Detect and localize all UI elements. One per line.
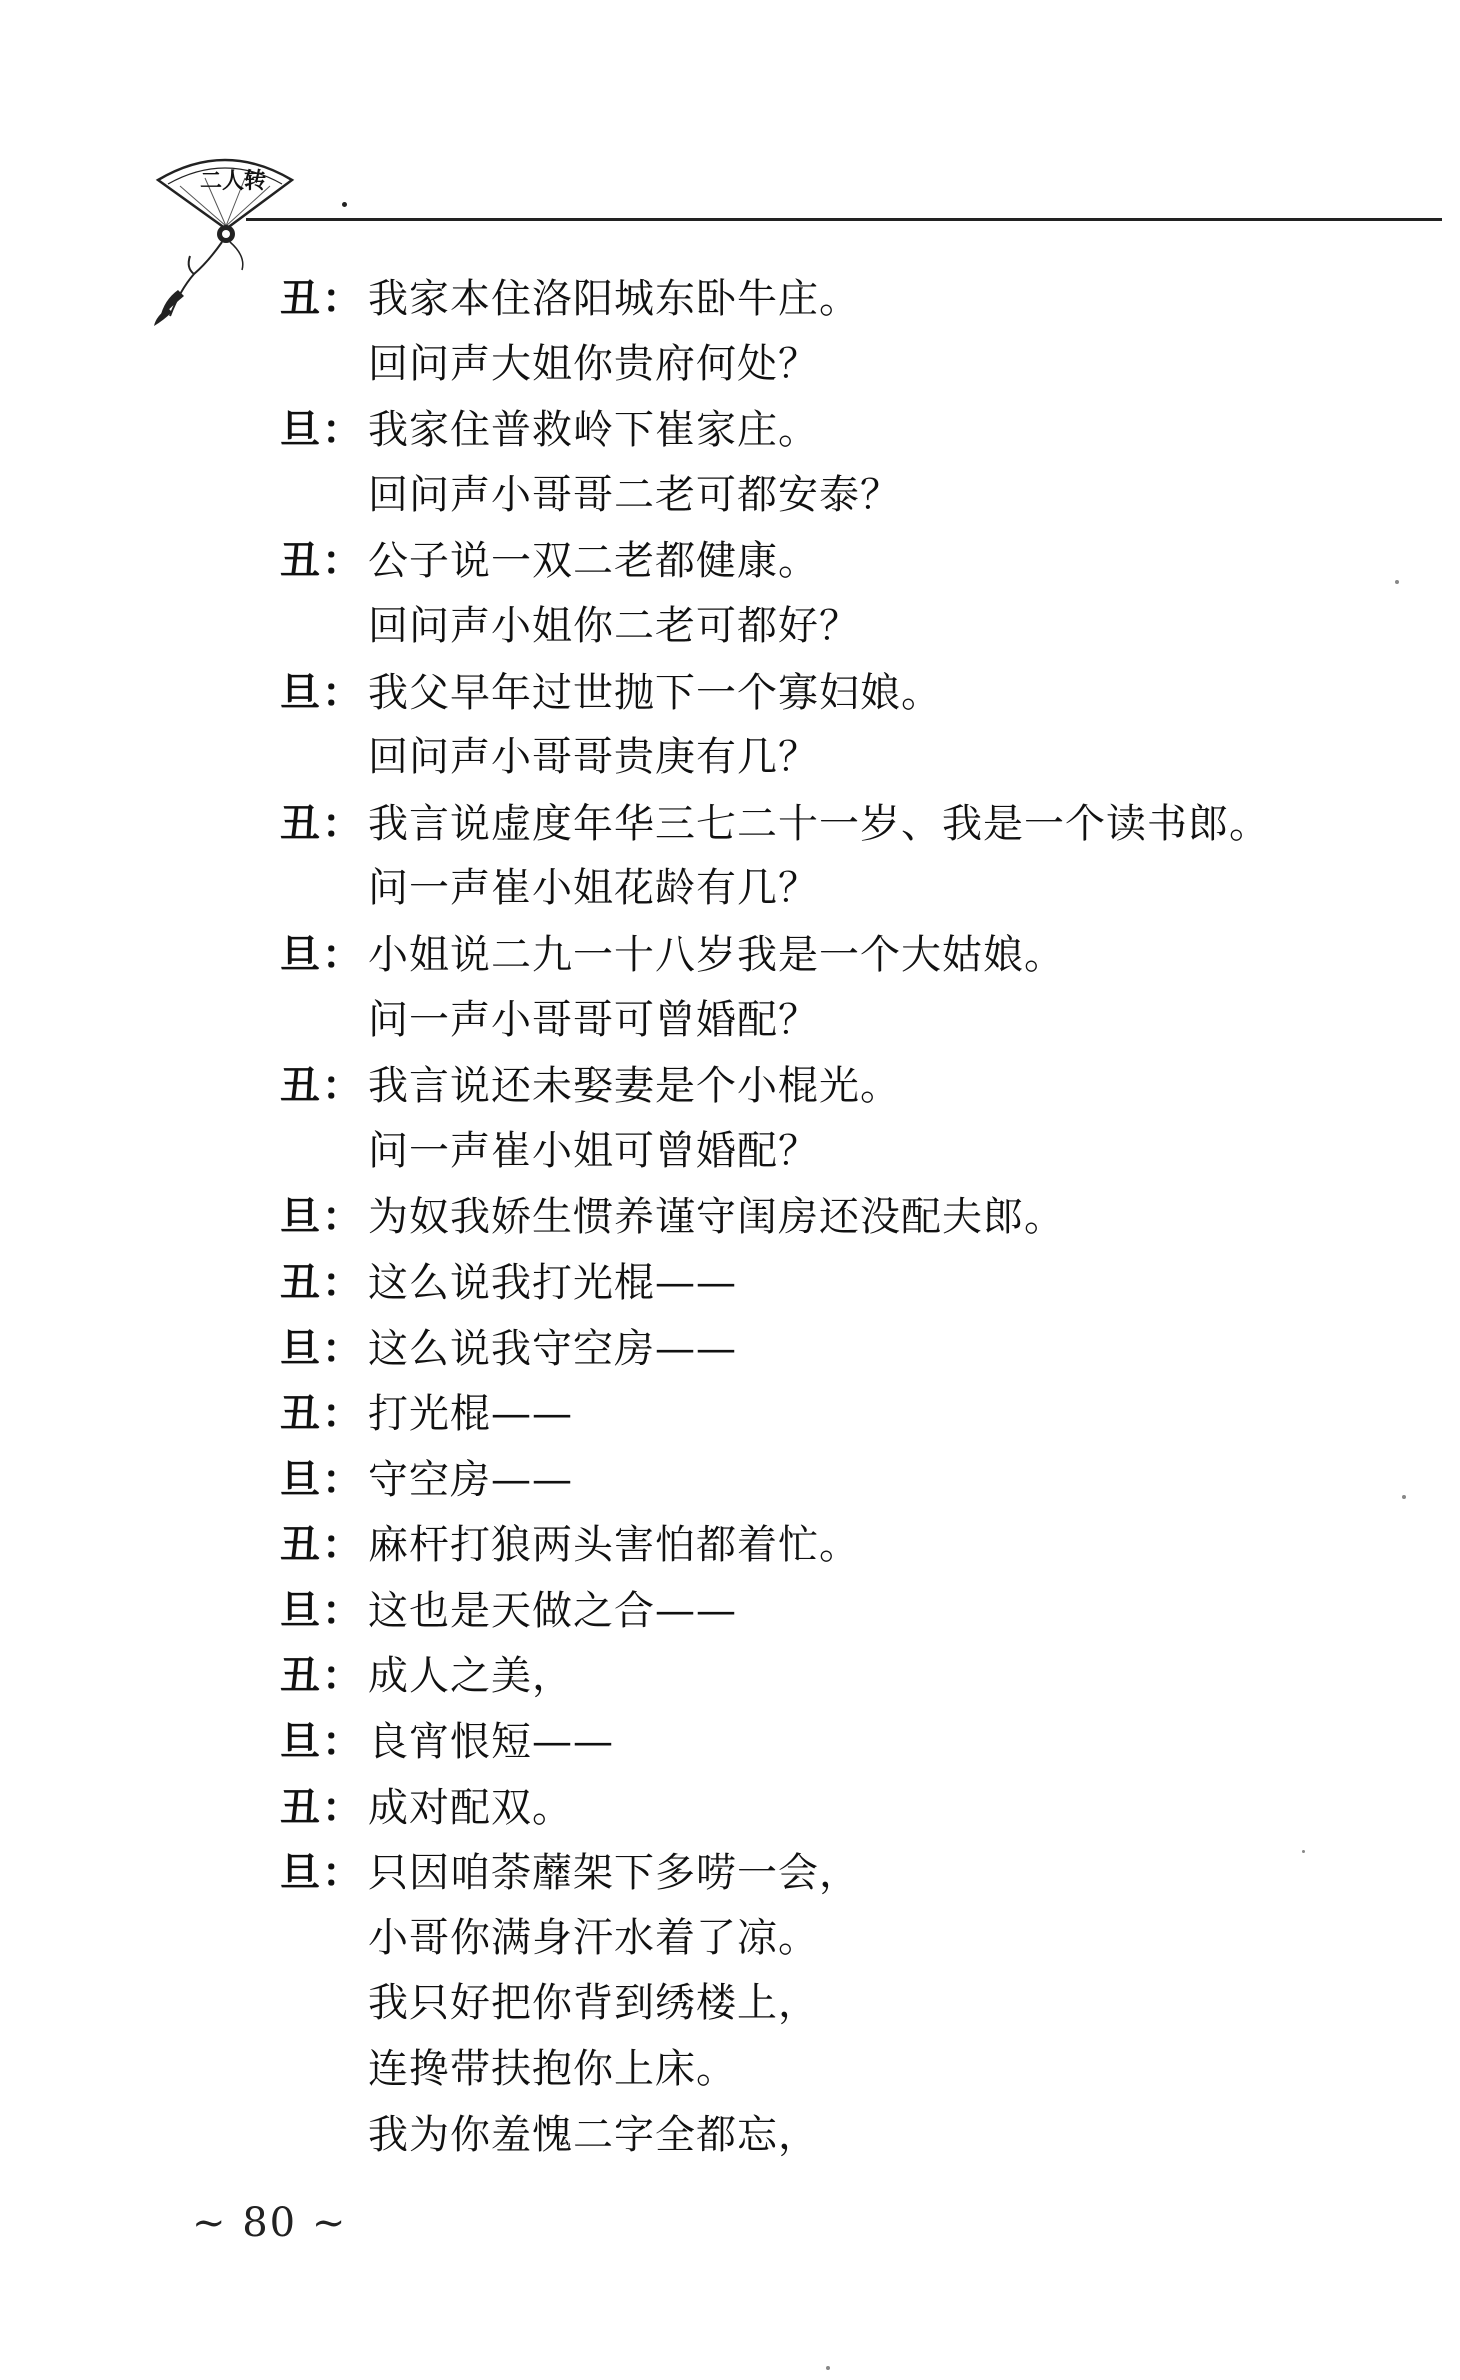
dialogue-line (280, 528, 1360, 594)
dialogue-line (280, 791, 1360, 857)
dialogue-text: 良宵恨短—— (368, 1719, 614, 1766)
dialogue-text: 问一声小哥哥可曾婚配？ (368, 996, 819, 1043)
dialogue-text: 我父早年过世抛下一个寡妇娘。 (368, 669, 942, 716)
speaker-name: 旦 (280, 930, 322, 978)
script-text-body (280, 266, 1360, 2168)
dialogue-line (280, 856, 1360, 922)
dialogue-line (280, 1643, 1360, 1709)
dialogue-text: 我为你羞愧二字全都忘， (368, 2111, 819, 2158)
speaker-label (280, 922, 368, 988)
speaker-name: 旦 (280, 1849, 322, 1897)
speaker-label (280, 1250, 368, 1316)
dialogue-text: 这也是天做之合—— (368, 1587, 737, 1634)
speaker-name: 旦 (280, 1455, 322, 1503)
dialogue-line (280, 397, 1360, 463)
dialogue-text: 这么说我守空房—— (368, 1325, 737, 1372)
dialogue-line (280, 266, 1360, 332)
dialogue-text: 我只好把你背到绣楼上， (368, 1980, 819, 2027)
dialogue-line (280, 1512, 1360, 1578)
speaker-separator: ： (322, 1455, 364, 1503)
speaker-separator: ： (322, 1783, 364, 1831)
dialogue-line (280, 988, 1360, 1054)
speaker-name: 丑 (280, 1062, 322, 1110)
speaker-label (280, 1512, 368, 1578)
speaker-separator: ： (322, 406, 364, 454)
dialogue-text: 回问声小姐你二老可都好？ (368, 602, 860, 649)
speaker-separator: ： (322, 1652, 364, 1700)
dialogue-line (280, 1447, 1360, 1513)
dialogue-line (280, 594, 1360, 660)
speaker-separator: ： (322, 1258, 364, 1306)
dialogue-line (280, 1840, 1360, 1906)
speaker-name: 旦 (280, 1324, 322, 1372)
dialogue-line (280, 332, 1360, 398)
page-number: ~ 80 ~ (192, 2200, 348, 2246)
scan-speck (826, 2366, 830, 2370)
speaker-separator: ： (322, 537, 364, 585)
speaker-separator: ： (322, 1193, 364, 1241)
speaker-name: 丑 (280, 537, 322, 585)
speaker-label (280, 397, 368, 463)
scan-speck (1402, 1495, 1406, 1499)
scan-speck (1302, 1850, 1305, 1853)
dialogue-line (280, 922, 1360, 988)
speaker-separator: ： (322, 668, 364, 716)
speaker-name: 丑 (280, 1783, 322, 1831)
dialogue-line (280, 1316, 1360, 1382)
dialogue-text: 成人之美， (368, 1653, 573, 1700)
dialogue-line (280, 1709, 1360, 1775)
dialogue-text: 小哥你满身汗水着了凉。 (368, 1914, 819, 1961)
dialogue-text: 这么说我打光棍—— (368, 1259, 737, 1306)
dialogue-text: 回问声小哥哥贵庚有几？ (368, 734, 819, 781)
speaker-name: 旦 (280, 406, 322, 454)
dialogue-line (280, 1184, 1360, 1250)
speaker-label (280, 1578, 368, 1644)
dialogue-line (280, 1906, 1360, 1972)
dialogue-line (280, 660, 1360, 726)
speaker-name: 丑 (280, 1521, 322, 1569)
dialogue-text: 回问声大姐你贵府何处？ (368, 340, 819, 387)
header-rule (246, 218, 1442, 221)
speaker-separator: ： (322, 1062, 364, 1110)
speaker-label (280, 1447, 368, 1513)
speaker-name: 丑 (280, 1258, 322, 1306)
dialogue-line (280, 1578, 1360, 1644)
header-dot (342, 202, 347, 207)
speaker-separator: ： (322, 799, 364, 847)
speaker-label (280, 1184, 368, 1250)
dialogue-text: 问一声崔小姐花龄有几？ (368, 865, 819, 912)
speaker-separator: ： (322, 275, 364, 322)
dialogue-text: 我言说还未娶妻是个小棍光。 (368, 1063, 901, 1110)
speaker-label (280, 266, 368, 332)
speaker-label (280, 1316, 368, 1382)
speaker-separator: ： (322, 1390, 364, 1438)
speaker-label (280, 1053, 368, 1119)
scan-speck (1395, 580, 1399, 584)
dialogue-line (280, 1053, 1360, 1119)
speaker-label (280, 660, 368, 726)
dialogue-line (280, 2037, 1360, 2103)
dialogue-line (280, 1381, 1360, 1447)
dialogue-text: 我言说虚度年华三七二十一岁、我是一个读书郎。 (368, 800, 1270, 847)
dialogue-text: 打光棍—— (368, 1391, 573, 1438)
dialogue-text: 成对配双。 (368, 1784, 573, 1831)
speaker-name: 丑 (280, 799, 322, 847)
dialogue-text: 公子说一双二老都健康。 (368, 538, 819, 585)
speaker-name: 旦 (280, 1193, 322, 1241)
speaker-label (280, 1775, 368, 1841)
speaker-label (280, 791, 368, 857)
dialogue-text: 只因咱荼蘼架下多唠一会， (368, 1850, 860, 1897)
speaker-separator: ： (322, 1586, 364, 1634)
dialogue-text: 小姐说二九一十八岁我是一个大姑娘。 (368, 931, 1065, 978)
dialogue-text: 连搀带扶抱你上床。 (368, 2046, 737, 2093)
speaker-name: 丑 (280, 1390, 322, 1438)
speaker-name: 丑 (280, 275, 322, 322)
dialogue-line (280, 1971, 1360, 2037)
dialogue-text: 我家住普救岭下崔家庄。 (368, 407, 819, 454)
dialogue-text: 我家本住洛阳城东卧牛庄。 (368, 276, 860, 322)
dialogue-line (280, 1119, 1360, 1185)
emblem-text: 二人转 (200, 168, 267, 194)
speaker-separator: ： (322, 930, 364, 978)
dialogue-line (280, 2103, 1360, 2169)
speaker-label (280, 1643, 368, 1709)
dialogue-line (280, 463, 1360, 529)
dialogue-text: 回问声小哥哥二老可都安泰？ (368, 471, 901, 518)
speaker-name: 丑 (280, 1652, 322, 1700)
speaker-name: 旦 (280, 668, 322, 716)
dialogue-text: 问一声崔小姐可曾婚配？ (368, 1127, 819, 1174)
speaker-label (280, 1381, 368, 1447)
dialogue-line (280, 1775, 1360, 1841)
dialogue-text: 麻杆打狼两头害怕都着忙。 (368, 1522, 860, 1569)
speaker-label (280, 1709, 368, 1775)
speaker-separator: ： (322, 1324, 364, 1372)
speaker-name: 旦 (280, 1586, 322, 1634)
speaker-name: 旦 (280, 1718, 322, 1766)
speaker-separator: ： (322, 1849, 364, 1897)
dialogue-line (280, 725, 1360, 791)
speaker-label (280, 1840, 368, 1906)
dialogue-text: 守空房—— (368, 1456, 573, 1503)
speaker-separator: ： (322, 1521, 364, 1569)
dialogue-text: 为奴我娇生惯养谨守闺房还没配夫郎。 (368, 1194, 1065, 1241)
dialogue-line (280, 1250, 1360, 1316)
speaker-label (280, 528, 368, 594)
speaker-separator: ： (322, 1718, 364, 1766)
